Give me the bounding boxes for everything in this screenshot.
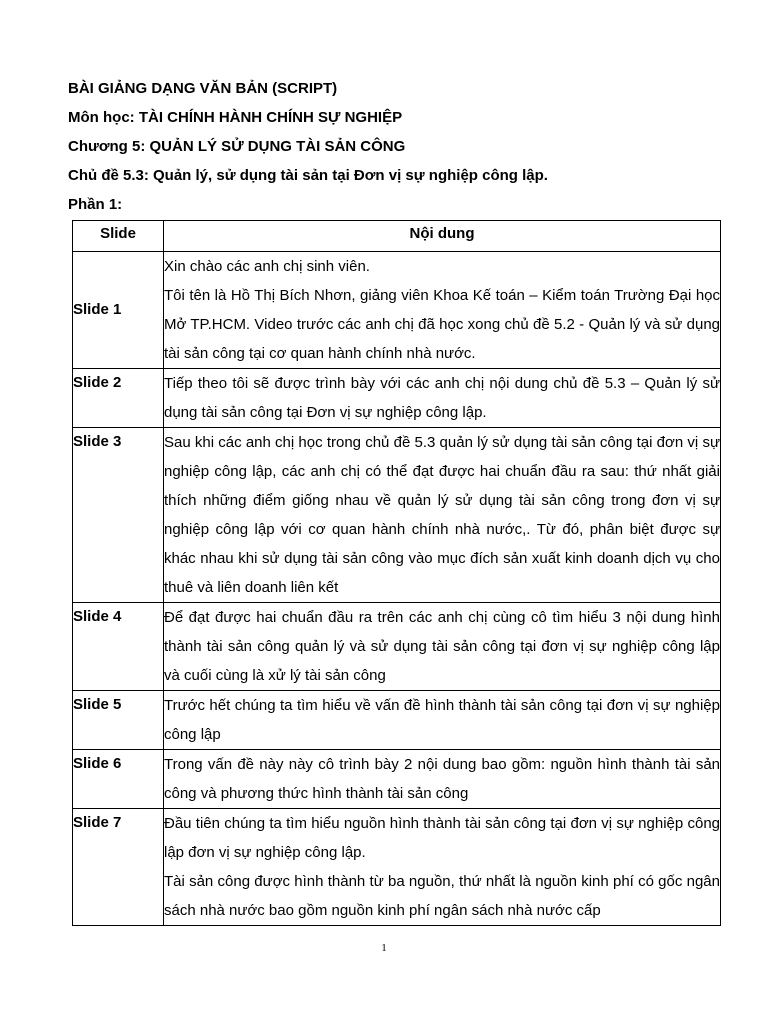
page-number: 1	[381, 942, 387, 954]
slide-content	[164, 252, 721, 369]
column-header-slide: Slide	[73, 221, 164, 252]
slide-label: Slide 6	[73, 750, 164, 809]
course-name: Môn học: TÀI CHÍNH HÀNH CHÍNH SỰ NGHIỆP	[68, 109, 403, 126]
content-paragraph: Để đạt được hai chuẩn đầu ra trên các anh chị cùng cô tìm hiểu 3 nội dung hình thành tài sản công quản lý và sử dụng tài sản công tại đơn vị sự nghiệp công lập và cuối cùng là xử lý tài sản công	[164, 609, 720, 684]
chapter-name: Chương 5: QUẢN LÝ SỬ DỤNG TÀI SẢN CÔNG	[68, 138, 406, 155]
content-paragraph: Đầu tiên chúng ta tìm hiểu nguồn hình thành tài sản công tại đơn vị sự nghiệp công lập đơn vị sự nghiệp công lập.	[164, 815, 720, 861]
column-header-content: Nội dung	[164, 221, 721, 252]
slide-content	[164, 428, 721, 603]
slide-label: Slide 2	[73, 369, 164, 428]
content-paragraph: Tôi tên là Hồ Thị Bích Nhơn, giảng viên Khoa Kế toán – Kiểm toán Trường Đại học Mở TP.HCM. Video trước các anh chị đã học xong chủ đề 5.2 - Quản lý và sử dụng tài sản công tại cơ quan hành chính nhà nước.	[164, 287, 720, 362]
table-row	[73, 369, 721, 428]
slide-content	[164, 691, 721, 750]
table-row	[73, 252, 721, 369]
document-title: BÀI GIẢNG DẠNG VĂN BẢN (SCRIPT)	[68, 80, 338, 97]
content-paragraph: Sau khi các anh chị học trong chủ đề 5.3 quản lý sử dụng tài sản công tại đơn vị sự nghiệp công lập, các anh chị có thể đạt được hai chuẩn đầu ra sau: thứ nhất giải thích những điểm giống nhau về quản lý sử dụng tài sản công trong đơn vị sự nghiệp công lập với cơ quan hành chính nhà nước,. Từ đó, phân biệt được sự khác nhau khi sử dụng tài sản công vào mục đích sản xuất kinh doanh dịch vụ cho thuê và liên doanh liên kết	[164, 434, 720, 596]
slide-label: Slide 3	[73, 428, 164, 603]
slide-label: Slide 1	[73, 252, 164, 369]
table-row	[73, 428, 721, 603]
content-paragraph: Xin chào các anh chị sinh viên.	[164, 258, 370, 275]
content-paragraph: Tiếp theo tôi sẽ được trình bày với các anh chị nội dung chủ đề 5.3 – Quản lý sử dụng tài sản công tại Đơn vị sự nghiệp công lập.	[164, 375, 720, 421]
slide-label: Slide 4	[73, 603, 164, 691]
part-label: Phần 1:	[68, 196, 123, 213]
slide-content	[164, 750, 721, 809]
slide-label: Slide 7	[73, 809, 164, 926]
table-row	[73, 809, 721, 926]
slide-content	[164, 369, 721, 428]
slide-label: Slide 5	[73, 691, 164, 750]
content-paragraph: Trước hết chúng ta tìm hiểu về vấn đề hình thành tài sản công tại đơn vị sự nghiệp công lập	[164, 697, 720, 743]
table-row	[73, 691, 721, 750]
slide-content	[164, 603, 721, 691]
table-header-row	[73, 221, 721, 252]
content-paragraph: Tài sản công được hình thành từ ba nguồn, thứ nhất là nguồn kinh phí có gốc ngân sách nhà nước bao gồm nguồn kinh phí ngân sách nhà nước cấp	[164, 873, 720, 919]
content-paragraph: Trong vấn đề này này cô trình bày 2 nội dung bao gồm: nguồn hình thành tài sản công và phương thức hình thành tài sản công	[164, 756, 720, 802]
table-row	[73, 750, 721, 809]
script-table	[72, 220, 721, 926]
topic-name: Chủ đề 5.3: Quản lý, sử dụng tài sản tại Đơn vị sự nghiệp công lập.	[68, 167, 548, 184]
document-header	[68, 74, 728, 219]
slide-content	[164, 809, 721, 926]
table-row	[73, 603, 721, 691]
